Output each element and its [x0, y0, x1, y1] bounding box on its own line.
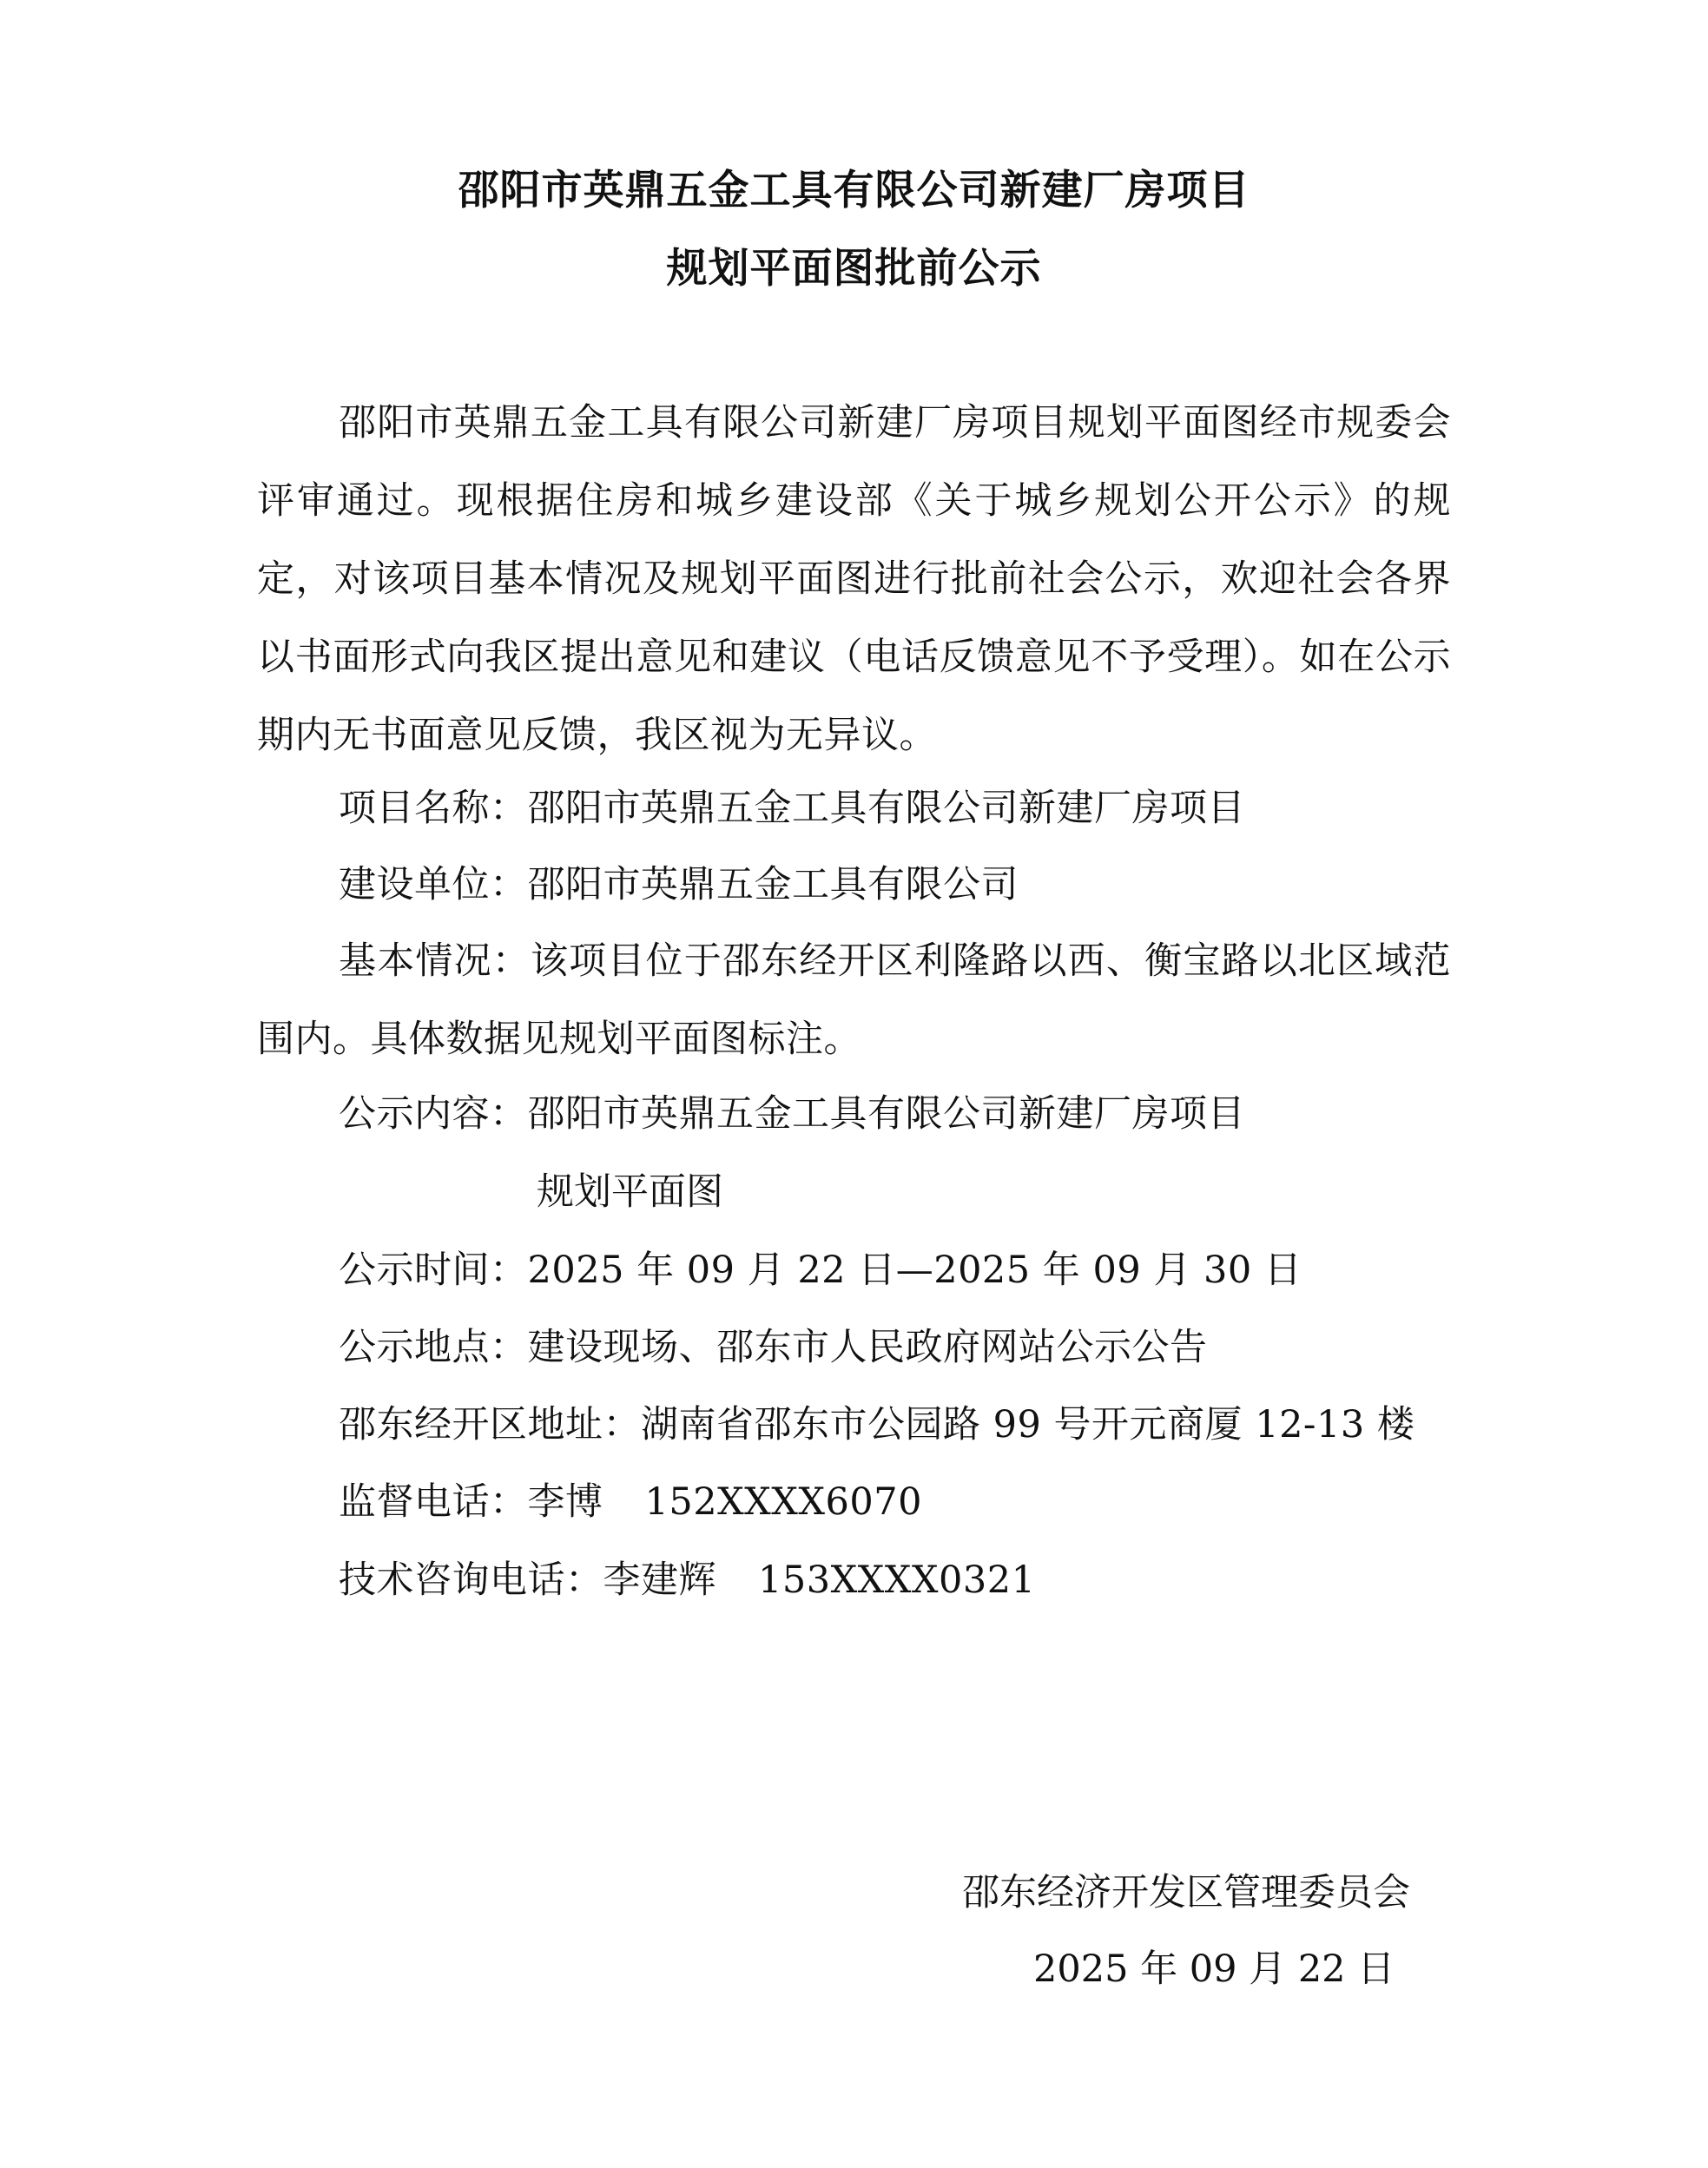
- tech-phone-line: [339, 1556, 1035, 1605]
- intro-paragraph: 邵阳市英鼎五金工具有限公司新建厂房项目规划平面图经市规委会评审通过。现根据住房和城乡建设部《关于城乡规划公开公示》的规定，对该项目基本情况及规划平面图进行批前社会公示，欢迎社会各界以书面形式向我区提出意见和建议（电话反馈意见不予受理）。如在公示期内无书面意见反馈，我区视为无异议。: [257, 401, 1451, 757]
- content-line-2: 规划平面图: [537, 1170, 723, 1214]
- tech-label: 技术咨询电话：李建辉: [339, 1558, 716, 1602]
- supervision-label: 监督电话：李博: [339, 1480, 603, 1524]
- signature-organization: 邵东经济开发区管理委员会: [962, 1871, 1410, 1914]
- basic-info-paragraph: 基本情况：该项目位于邵东经开区利隆路以西、衡宝路以北区域范围内。具体数据见规划平面图标注。: [257, 939, 1451, 1061]
- builder-line: 建设单位：邵阳市英鼎五金工具有限公司: [339, 863, 1019, 906]
- supervision-phone: 152XXXX6070: [644, 1480, 922, 1524]
- location-line: 公示地点：建设现场、邵东市人民政府网站公示公告: [339, 1326, 1208, 1369]
- content-line-1: 公示内容：邵阳市英鼎五金工具有限公司新建厂房项目: [339, 1092, 1245, 1136]
- project-name-line: 项目名称：邵阳市英鼎五金工具有限公司新建厂房项目: [339, 787, 1245, 830]
- supervision-phone-line: [339, 1478, 922, 1526]
- document-title-line-1: 邵阳市英鼎五金工具有限公司新建厂房项目: [458, 167, 1250, 214]
- tech-phone: 153XXXX0321: [758, 1558, 1036, 1602]
- period-line: 公示时间：2025 年 09 月 22 日—2025 年 09 月 30 日: [339, 1249, 1302, 1292]
- signature-date: 2025 年 09 月 22 日: [1033, 1947, 1395, 1991]
- address-line: 邵东经开区地址：湖南省邵东市公园路 99 号开元商厦 12-13 楼: [339, 1403, 1415, 1446]
- document-title-line-2: 规划平面图批前公示: [666, 245, 1042, 293]
